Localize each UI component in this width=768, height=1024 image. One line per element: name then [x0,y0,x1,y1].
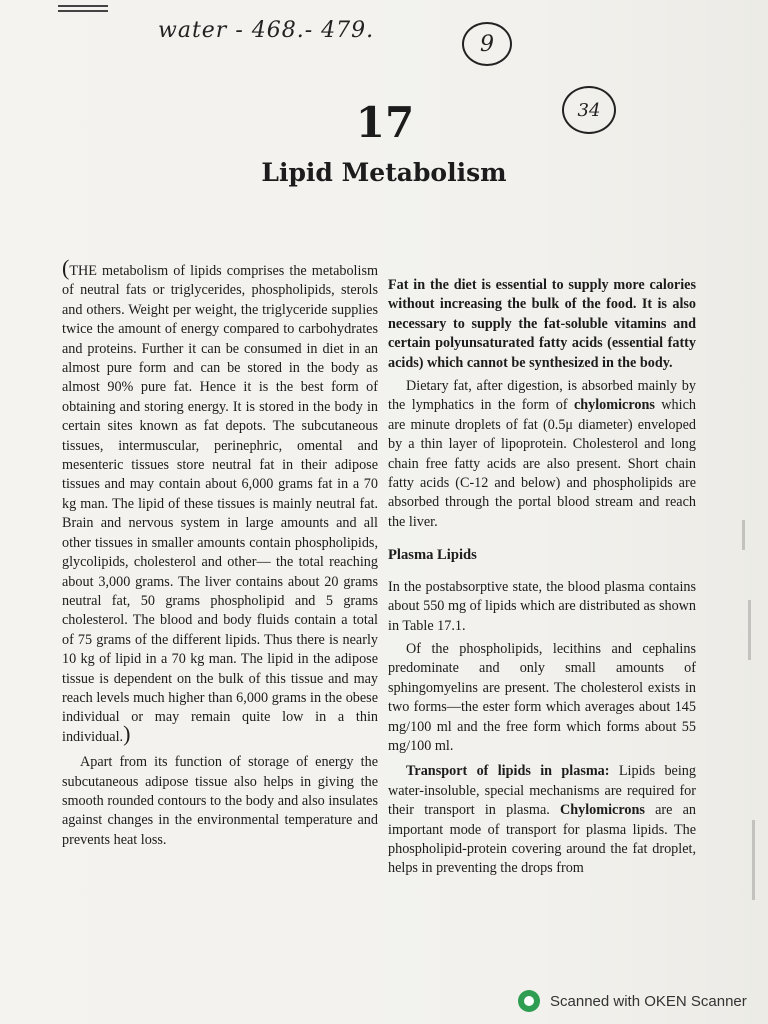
transport-text-b: are an important mode of transport for plasma lipids. The phospholipid-protein covering around the fat droplet, helps in preventing the drops from [388,802,697,877]
chapter-number: 17 [355,98,415,147]
dietary-fat-text-b: which are minute droplets of fat (0.5μ diameter) enveloped by a thin layer of lipoprotein. Cholesterol and long chain free fatty acids are also present. Short chain fatty acids (C-12 and below) and phospholipids are absorbed through the portal blood stream and reach the liver. [388,397,696,530]
dietary-fat-paragraph [388,377,696,532]
circled-number-34: 34 [562,86,616,134]
right-column [388,276,696,879]
chylomicrons-term: chylomicrons [573,397,655,414]
handwritten-open-paren: ( [62,255,70,280]
scan-noise [752,820,755,900]
scanner-logo-icon [518,990,540,1012]
section-heading: Plasma Lipids [388,547,477,564]
phospholipids-paragraph: Of the phospholipids, lecithins and cephalins predominate and only small amounts of sphingomyelins are present. The cholesterol exists in two forms—the ester form which averages about 145 mg/100 ml and the free form which forms about 55 mg/100 ml. [388,640,696,754]
scanner-watermark [518,990,747,1012]
watermark-text: Scanned with OKEN Scanner [550,992,747,1010]
intro-paragraph [62,255,378,747]
chylomicrons-term-2: Chylomicrons [560,802,645,819]
circled-number-9: 9 [462,22,512,66]
intro-text: THE metabolism of lipids comprises the metabolism of neutral fats or triglycerides, phospholipids, sterols and others. Weight per weight, the triglyceride supplies twice the amount of energy compared to carbohydrates and proteins. Further it can be consumed in diet in an almost pure form and can be stored in the body as almost 90% pure fat. Hence it is the best form of obtaining and storing energy. It is stored in the body in certain sites known as fat depots. The subcutaneous tissues, intermuscular, perinephric, omental and mesenteric tissues store neutral fat in their adipose tissues and may contain about 6,000 grams fat in a 70 kg man. The lipid of these tissues is mainly neutral fat. Brain and nervous system in large amounts and all other tissues in smaller amounts contain phospholipids, glycolipids, cholesterol and other— the total reaching about 3,000 grams. The liver contains about 20 grams neutral fat, 50 grams phospholipid and 5 grams cholesterol. The blood and body fluids contain a total of 75 grams of the different lipids. Thus there is nearly 10 kg of lipid in a 70 kg man. The lipid in the adipose tissue is dependent on the bulk of this tissue and may reach levels much higher than 6,000 grams in the obese individual or may remain quite low in a thin individual. [62,263,378,745]
transport-run-in-heading: Transport of lipids in plasma: [406,763,610,780]
handwritten-close-paren: ) [123,720,131,746]
scan-noise [742,520,745,550]
scan-noise [748,600,751,660]
dietary-fat-text-a: Dietary fat, after digestion, is absorbed mainly by the lymphatics in the form of [388,378,696,414]
adipose-paragraph: Apart from its function of storage of energy the subcutaneous adipose tissue also helps in giving the smooth rounded contours to the body and also insulates against changes in the environmental temperature and prevents heat loss. [62,754,378,848]
transport-text-a: Lipids being water-insoluble, special mechanisms are required for their transport in plasma. [388,763,696,819]
chapter-title: Lipid Metabolism [261,158,507,187]
postabsorptive-paragraph: In the postabsorptive state, the blood plasma contains about 550 mg of lipids which are distributed as shown in Table 17.1. [388,578,696,634]
transport-paragraph [388,762,696,878]
stamp-mark [58,2,108,20]
handwritten-note: water - 468.- 479. [158,18,375,43]
diet-fat-paragraph: Fat in the diet is essential to supply more calories without increasing the bulk of the food. It is also necessary to supply the fat-soluble vitamins and certain polyunsaturated fatty acids (essential fatty acids) which cannot be synthesized in the body. [388,277,696,371]
left-column [62,255,378,850]
